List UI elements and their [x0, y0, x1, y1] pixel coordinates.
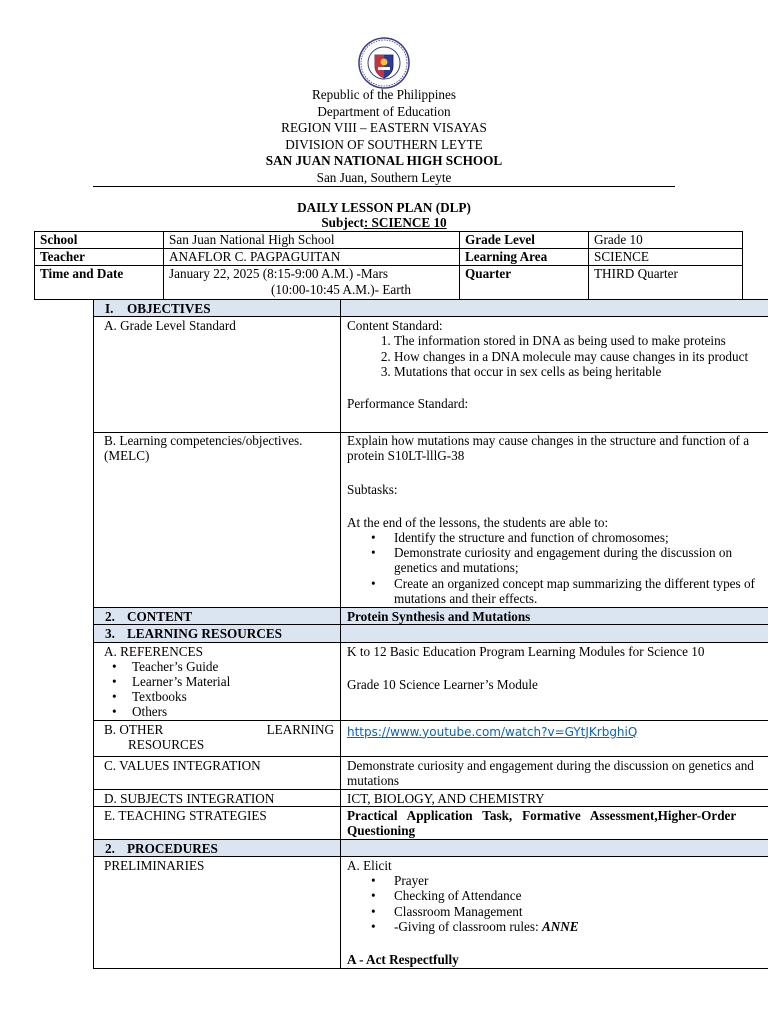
strategies-line1: Practical Application Task, Formative Assessment,Higher-Order — [347, 807, 737, 823]
school-label: School — [35, 232, 164, 249]
standards-list — [347, 333, 767, 379]
school-value: San Juan National High School — [164, 232, 460, 249]
time-value-line2: (10:00-10:45 A.M.)- Earth — [271, 282, 411, 297]
grade-value: Grade 10 — [589, 232, 743, 249]
subtask-item: • Identify the structure and function of chromosomes; — [394, 530, 767, 545]
melc-text-line1: Explain how mutations may cause changes in the structure and function of a — [347, 433, 750, 449]
section-title: OBJECTIVES — [127, 301, 211, 316]
subjects-label: D. SUBJECTS INTEGRATION — [94, 789, 341, 806]
elicit-label: A. Elicit — [347, 858, 392, 874]
reference-item: • Teacher’s Guide — [132, 659, 334, 674]
subject-label: Subject — [321, 215, 364, 230]
preliminary-item: • Classroom Management — [394, 904, 767, 919]
republic-line: Republic of the Philippines — [312, 87, 456, 102]
subjects-value: ICT, BIOLOGY, AND CHEMISTRY — [341, 789, 768, 806]
grade-level-standard-row — [94, 317, 768, 433]
section-title: CONTENT — [127, 609, 193, 625]
time-value-line1: January 22, 2025 (8:15-9:00 A.M.) -Mars — [169, 266, 389, 281]
subject-line — [0, 215, 768, 231]
subtask-item — [394, 576, 767, 606]
references-row — [94, 642, 768, 720]
preliminaries-row — [94, 857, 768, 969]
values-label: C. VALUES INTEGRATION — [94, 756, 341, 789]
preliminary-item — [394, 919, 767, 934]
area-label: Learning Area — [460, 249, 589, 266]
preliminary-item: • Checking of Attendance — [394, 888, 767, 903]
school-name: SAN JUAN NATIONAL HIGH SCHOOL — [265, 153, 503, 168]
section-header-content — [94, 608, 768, 625]
subtask-item — [394, 545, 767, 575]
subject-value: : SCIENCE 10 — [363, 215, 447, 230]
content-value: Protein Synthesis and Mutations — [341, 608, 768, 625]
subtask-item-line: • Create an organized concept map summarizing the different types of — [394, 575, 755, 591]
section-number: 3. — [105, 626, 115, 642]
preliminaries-list — [347, 873, 767, 934]
subtask-item-line: genetics and mutations; — [394, 560, 519, 576]
references-list — [104, 659, 334, 720]
subjects-integration-row — [94, 789, 768, 806]
header-divider — [93, 186, 675, 187]
section-title: PROCEDURES — [127, 840, 218, 856]
reference-item: • Others — [132, 704, 334, 719]
grade-label: Grade Level — [460, 232, 589, 249]
preliminary-item: • Prayer — [394, 873, 767, 888]
lc-label: B. Learning competencies/objectives. — [104, 433, 303, 449]
standard-item: 1. The information stored in DNA as being used to make proteins — [394, 333, 767, 348]
standard-item: 2. How changes in a DNA molecule may cause changes in its product — [394, 349, 767, 364]
subtask-item-line: mutations and their effects. — [394, 590, 538, 606]
other-resources-row — [94, 720, 768, 756]
values-text-line1: Demonstrate curiosity and engagement during the discussion on genetics and — [347, 757, 754, 773]
preliminaries-label: PRELIMINARIES — [94, 857, 341, 969]
subtask-item-line: • Demonstrate curiosity and engagement during the discussion on — [394, 545, 733, 561]
act-respectfully: A - Act Respectfully — [347, 952, 459, 968]
teaching-strategies-row — [94, 806, 768, 839]
region-line: REGION VIII – EASTERN VISAYAS — [281, 120, 487, 135]
section-header-resources — [94, 625, 768, 642]
end-of-lesson-text: At the end of the lessons, the students are able to: — [347, 514, 609, 530]
video-link[interactable]: https://www.youtube.com/watch?v=GYtJKrbghiQ — [347, 724, 638, 739]
deped-seal-icon — [358, 37, 410, 89]
melc-label: (MELC) — [104, 448, 150, 464]
teacher-label: Teacher — [35, 249, 164, 266]
values-text-line2: mutations — [347, 772, 400, 788]
standard-item: 3. Mutations that occur in sex cells as being heritable — [394, 364, 767, 379]
reference-value: K to 12 Basic Education Program Learning Modules for Science 10 — [347, 643, 705, 659]
references-label: A. REFERENCES — [104, 643, 203, 659]
content-standard-label: Content Standard: — [347, 318, 443, 334]
other-label-part: B. OTHER — [104, 721, 164, 737]
info-table — [34, 231, 743, 300]
other-label-part: LEARNING — [266, 721, 334, 737]
gls-label: A. Grade Level Standard — [94, 317, 341, 433]
department-line: Department of Education — [317, 104, 451, 119]
reference-item: • Textbooks — [132, 689, 334, 704]
strategies-label: E. TEACHING STRATEGIES — [94, 806, 341, 839]
lesson-plan-table — [93, 299, 768, 969]
subtasks-list — [347, 530, 767, 606]
section-number: I. — [105, 301, 114, 316]
school-address: San Juan, Southern Leyte — [316, 170, 452, 185]
subtasks-label: Subtasks: — [347, 481, 398, 497]
other-resources-label — [104, 722, 334, 737]
melc-text-line2: protein S10LT-lllG-38 — [347, 448, 465, 464]
quarter-value: THIRD Quarter — [589, 266, 743, 300]
dlp-title: DAILY LESSON PLAN (DLP) — [297, 200, 471, 215]
rules-acronym: ANNE — [541, 918, 579, 934]
section-title: LEARNING RESOURCES — [127, 626, 282, 642]
performance-standard-label: Performance Standard: — [347, 396, 469, 412]
learning-competencies-row — [94, 433, 768, 608]
section-number: 2. — [105, 609, 115, 625]
section-number: 2. — [105, 840, 115, 856]
strategies-line2: Questioning — [347, 823, 416, 839]
rules-text: -Giving of classroom rules: — [394, 918, 542, 934]
other-label-part: RESOURCES — [128, 736, 205, 752]
section-header-objectives — [94, 300, 768, 317]
division-line: DIVISION OF SOUTHERN LEYTE — [285, 137, 483, 152]
quarter-label: Quarter — [460, 266, 589, 300]
reference-item: • Learner’s Material — [132, 674, 334, 689]
area-value: SCIENCE — [589, 249, 743, 266]
teacher-value: ANAFLOR C. PAGPAGUITAN — [164, 249, 460, 266]
section-header-procedures — [94, 839, 768, 856]
values-integration-row — [94, 756, 768, 789]
reference-value: Grade 10 Science Learner’s Module — [347, 676, 538, 692]
time-label: Time and Date — [35, 266, 164, 300]
time-value — [164, 266, 460, 300]
